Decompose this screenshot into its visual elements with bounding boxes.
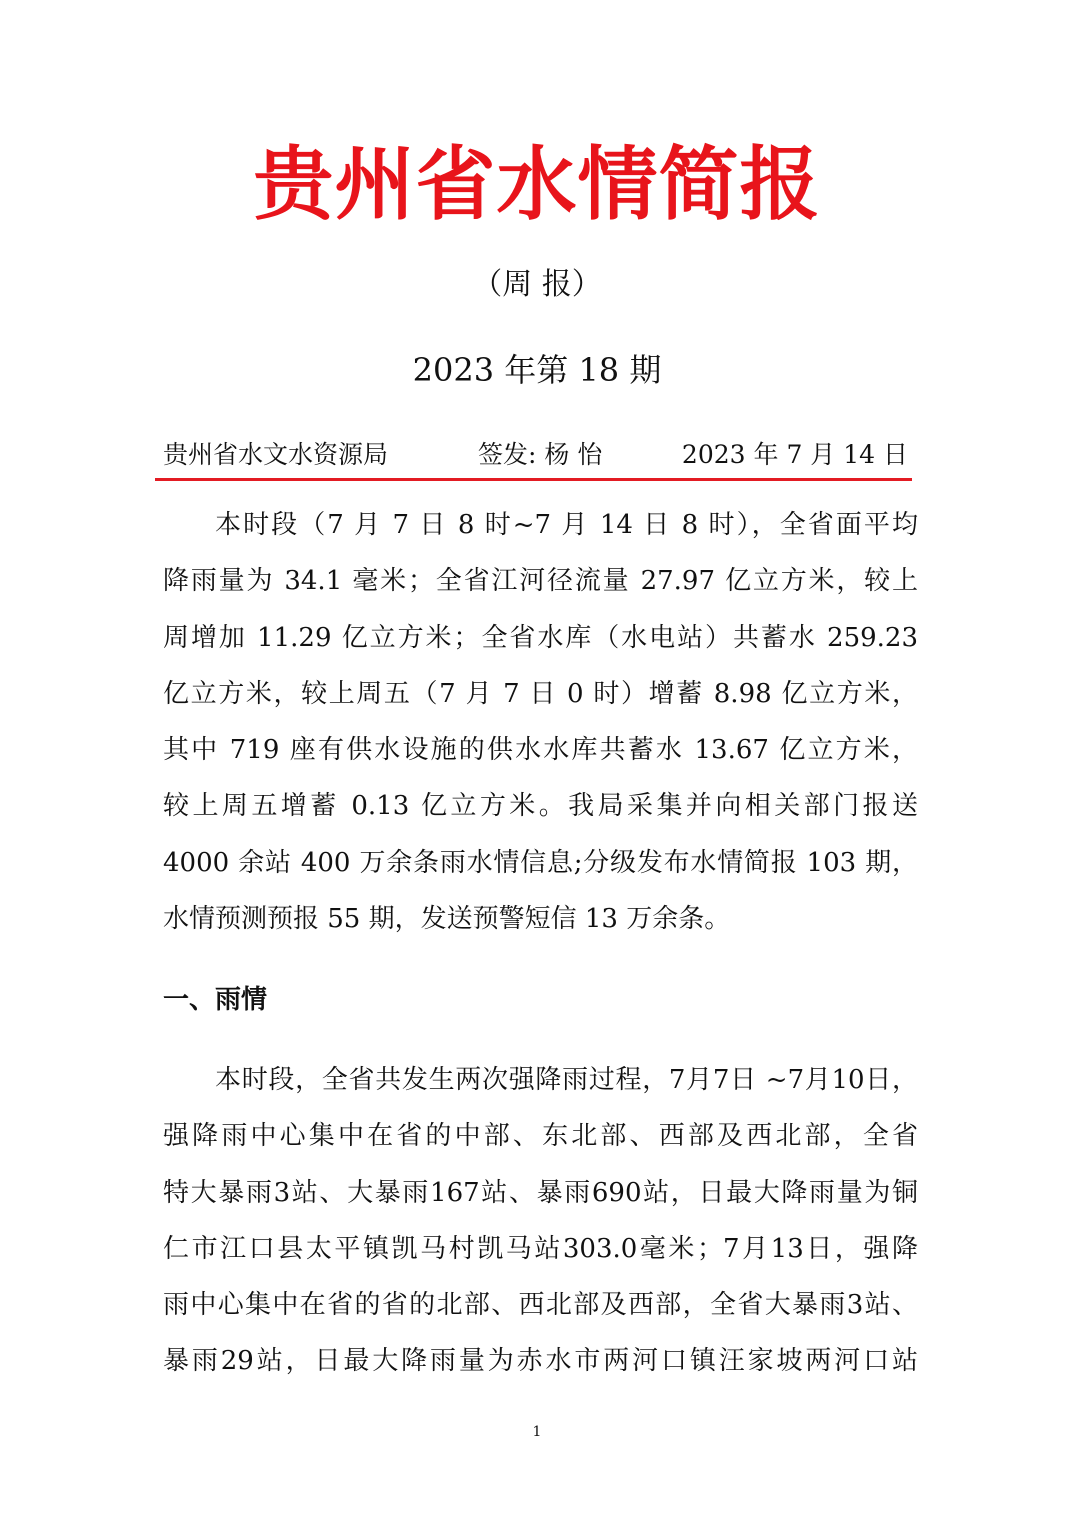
paragraph-line: 本时段，全省共发生两次强降雨过程，7月7日 ~7月10日， xyxy=(215,1065,918,1095)
issue-date: 2023 年 7 月 14 日 xyxy=(681,440,908,469)
summary-paragraph xyxy=(163,497,918,947)
signer: 签发: 杨 怡 xyxy=(478,440,603,469)
paragraph-line: 仁市江口县太平镇凯马村凯马站303.0毫米；7月13日，强降 xyxy=(163,1233,918,1264)
page-number: 1 xyxy=(532,1424,542,1440)
paragraph-line: 周增加 11.29 亿立方米；全省水库（水电站）共蓄水 259.23 xyxy=(163,622,918,653)
rain-paragraph xyxy=(163,1052,918,1390)
section-heading-rain: 一、雨情 xyxy=(163,985,268,1015)
paragraph-line: 亿立方米，较上周五（7 月 7 日 0 时）增蓄 8.98 亿立方米， xyxy=(163,678,918,709)
paragraph-line: 降雨量为 34.1 毫米；全省江河径流量 27.97 亿立方米，较上 xyxy=(163,566,918,597)
paragraph-line: 水情预测预报 55 期，发送预警短信 13 万余条。 xyxy=(163,904,731,935)
paragraph-line: 特大暴雨3站、大暴雨167站、暴雨690站，日最大降雨量为铜 xyxy=(163,1177,918,1208)
paragraph-line: 较上周五增蓄 0.13 亿立方米。我局采集并向相关部门报送 xyxy=(163,791,918,822)
paragraph-line: 其中 719 座有供水设施的供水水库共蓄水 13.67 亿立方米， xyxy=(163,735,918,766)
document-title: 贵州省水情简报 xyxy=(253,137,821,231)
header-divider xyxy=(155,478,912,481)
document-subtitle: （周 报） xyxy=(472,267,602,302)
paragraph-line: 本时段（7 月 7 日 8 时~7 月 14 日 8 时），全省面平均 xyxy=(215,510,918,540)
paragraph-line: 4000 余站 400 万余条雨水情信息;分级发布水情简报 103 期， xyxy=(163,847,918,878)
issue-number: 2023 年第 18 期 xyxy=(412,351,662,389)
paragraph-line: 雨中心集中在省的省的北部、西北部及西部，全省大暴雨3站、 xyxy=(163,1290,918,1321)
paragraph-line: 暴雨29站，日最大降雨量为赤水市两河口镇汪家坡两河口站 xyxy=(163,1346,918,1377)
paragraph-line: 强降雨中心集中在省的中部、东北部、西部及西北部，全省 xyxy=(163,1121,918,1152)
issuing-organization: 贵州省水文水资源局 xyxy=(163,440,389,469)
